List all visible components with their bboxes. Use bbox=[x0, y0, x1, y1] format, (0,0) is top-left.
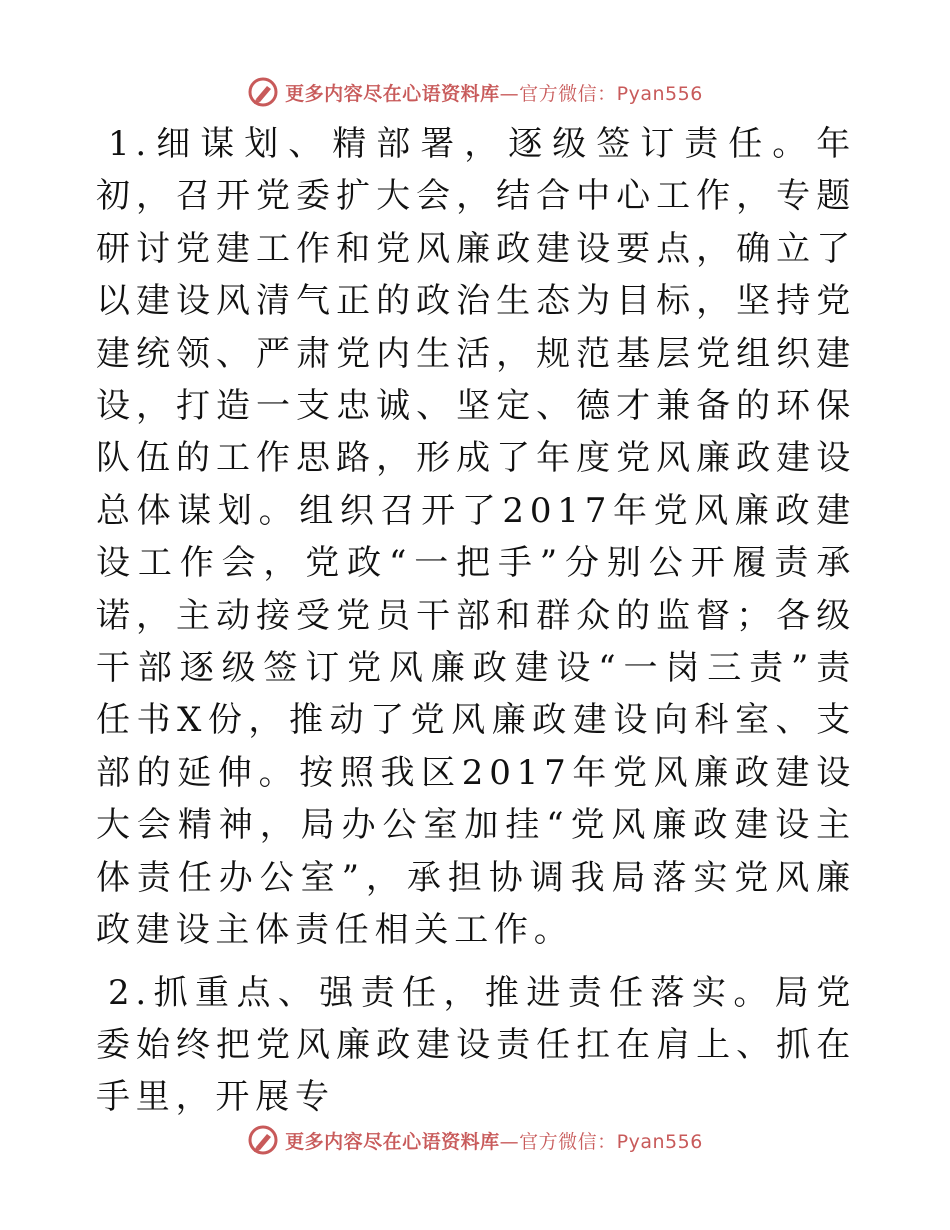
document-body bbox=[96, 118, 856, 1124]
paragraph-2: 2.抓重点、强责任，推进责任落实。局党委始终把党风廉政建设责任扛在肩上、抓在手里，开展专 bbox=[96, 972, 856, 1118]
footer-brand-text: 更多内容尽在心语资料库 bbox=[285, 1130, 500, 1153]
footer-watermark bbox=[0, 1120, 950, 1160]
header-contact-text: 官方微信：Pyan556 bbox=[519, 82, 703, 105]
paragraph-1: 1.细谋划、精部署，逐级签订责任。年初，召开党委扩大会，结合中心工作，专题研讨党建工作和党风廉政建设要点，确立了以建设风清气正的政治生态为目标，坚持党建统领、严肃党内生活，规范基层党组织建设，打造一支忠诚、坚定、德才兼备的环保队伍的工作思路，形成了年度党风廉政建设总体谋划。组织召开了2017年党风廉政建设工作会，党政“一把手”分别公开履责承诺，主动接受党员干部和群众的监督；各级干部逐级签订党风廉政建设“一岗三责”责任书X份，推动了党风廉政建设向科室、支部的延伸。按照我区2017年党风廉政建设大会精神，局办公室加挂“党风廉政建设主体责任办公室”，承担协调我局落实党风廉政建设主体责任相关工作。 bbox=[96, 124, 856, 951]
footer-contact-text: 官方微信：Pyan556 bbox=[519, 1130, 703, 1153]
footer-separator: — bbox=[499, 1130, 520, 1153]
pen-circle-icon bbox=[247, 76, 279, 108]
header-separator: — bbox=[499, 82, 520, 105]
header-brand-text: 更多内容尽在心语资料库 bbox=[285, 82, 500, 105]
header-watermark bbox=[0, 72, 950, 112]
pen-circle-icon bbox=[247, 1124, 279, 1156]
